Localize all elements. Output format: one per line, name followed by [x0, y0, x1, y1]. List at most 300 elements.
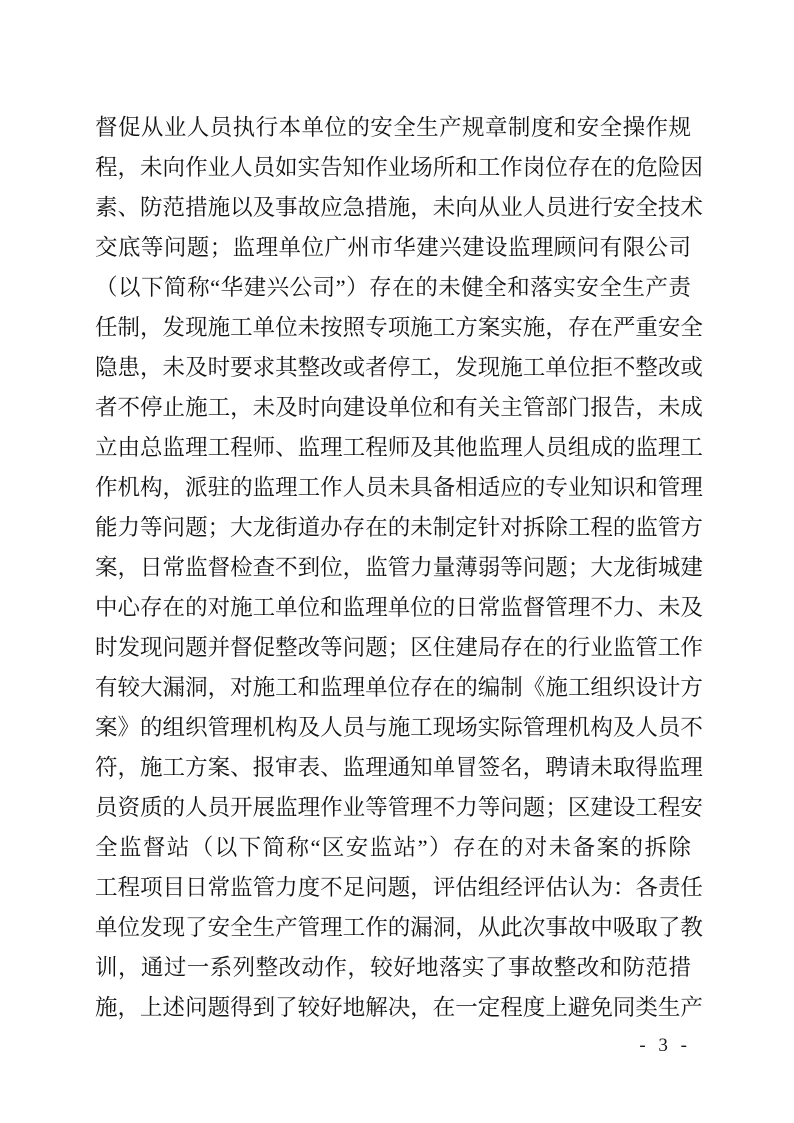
character: 组: [590, 675, 613, 700]
character: 能: [95, 515, 118, 540]
character: 未: [657, 595, 681, 620]
character: 员: [342, 715, 366, 740]
character: 安: [576, 275, 599, 300]
character: 弱: [477, 555, 501, 580]
character: 针: [477, 515, 501, 540]
character: 改: [278, 955, 302, 980]
character: 业: [567, 475, 591, 500]
character: 监: [612, 635, 636, 660]
character: 发: [140, 915, 163, 940]
character: 理: [567, 595, 591, 620]
character: 监: [297, 435, 321, 460]
character: 生: [657, 995, 681, 1020]
character: 急: [342, 195, 366, 220]
character: 位: [297, 595, 321, 620]
text-line: [95, 428, 703, 468]
character: 知: [410, 755, 433, 780]
character: 问: [500, 795, 523, 820]
character: 广: [324, 235, 347, 260]
character: 施: [252, 675, 276, 700]
character: 员: [365, 475, 388, 500]
character: 设: [612, 795, 636, 820]
character: 题: [365, 635, 388, 660]
character: 备: [572, 835, 596, 860]
page-number: - 3 -: [639, 1035, 691, 1056]
character: 案: [207, 755, 231, 780]
character: ，: [117, 155, 141, 180]
character: 薄: [455, 555, 478, 580]
character: 求: [252, 355, 276, 380]
character: 在: [590, 155, 613, 180]
character: 存: [369, 275, 392, 300]
character: 机: [567, 715, 591, 740]
character: 限: [622, 235, 646, 260]
character: 按: [320, 315, 343, 340]
character: 单: [365, 675, 388, 700]
text-line: [95, 188, 703, 228]
character: 时: [207, 355, 231, 380]
character: 制: [500, 675, 523, 700]
character: 教: [680, 915, 703, 940]
character: 到: [297, 555, 321, 580]
character: 险: [657, 155, 681, 180]
character: 表: [297, 755, 321, 780]
character: 过: [163, 955, 187, 980]
character: 未: [297, 315, 321, 340]
character: 力: [612, 595, 636, 620]
character: 单: [301, 115, 324, 140]
character: 机: [252, 715, 276, 740]
character: ；: [209, 235, 233, 260]
character: 工: [297, 475, 321, 500]
character: 监: [507, 235, 531, 260]
character: 华: [393, 235, 416, 260]
character: 漏: [410, 915, 433, 940]
character: 理: [545, 715, 568, 740]
text-line: [95, 988, 703, 1028]
character: 落: [530, 275, 553, 300]
character: ，: [545, 315, 568, 340]
character: 构: [590, 715, 613, 740]
character: ，: [117, 955, 141, 980]
character: 现: [477, 355, 501, 380]
character: 告: [320, 155, 343, 180]
character: 防: [140, 195, 163, 220]
character: 问: [365, 875, 388, 900]
character: 严: [612, 315, 636, 340]
character: 师: [387, 435, 411, 460]
character: 龙: [252, 515, 276, 540]
character: 估: [545, 875, 568, 900]
character: 工: [635, 795, 658, 820]
character: 不: [275, 555, 298, 580]
character: 中: [95, 595, 118, 620]
character: 生: [622, 275, 645, 300]
character: 作: [680, 635, 703, 660]
character: 操: [622, 115, 646, 140]
character: 业: [163, 115, 187, 140]
character: 兴: [439, 235, 462, 260]
character: 理: [342, 675, 366, 700]
character: 人: [522, 195, 546, 220]
character: 街: [275, 515, 298, 540]
character: 度: [522, 995, 546, 1020]
character: 隐: [95, 355, 118, 380]
character: 施: [522, 315, 546, 340]
character: 设: [365, 395, 388, 420]
character: 管: [657, 515, 681, 540]
character: 题: [522, 795, 546, 820]
character: 常: [207, 875, 231, 900]
character: 的: [140, 715, 163, 740]
character: 中: [590, 915, 613, 940]
character: 未: [590, 755, 613, 780]
character: 现: [162, 915, 186, 940]
character: 范: [162, 195, 186, 220]
character: 位: [320, 555, 343, 580]
character: 位: [117, 915, 141, 940]
character: 的: [230, 475, 253, 500]
character: 施: [207, 195, 231, 220]
character: 站: [166, 835, 190, 860]
document-body: [95, 108, 703, 1028]
character: 力: [410, 555, 433, 580]
character: 问: [576, 235, 600, 260]
character: 得: [230, 995, 253, 1020]
character: 局: [477, 635, 501, 660]
character: 监: [342, 755, 366, 780]
character: 从: [140, 115, 164, 140]
character: 等: [365, 795, 388, 820]
character: 聘: [545, 755, 568, 780]
character: 位: [387, 675, 411, 700]
character: 业: [207, 155, 231, 180]
character: 冒: [455, 755, 478, 780]
character: 告: [612, 395, 636, 420]
character: 的: [545, 635, 568, 660]
character: 故: [297, 195, 321, 220]
character: 整: [635, 355, 658, 380]
character: 实: [553, 275, 576, 300]
character: 未: [410, 515, 433, 540]
character: 述: [162, 995, 186, 1020]
character: 理: [297, 795, 321, 820]
character: 监: [252, 475, 276, 500]
character: 任: [680, 875, 703, 900]
character: 的: [432, 595, 456, 620]
character: 实: [462, 955, 485, 980]
character: 工: [342, 435, 366, 460]
character: 不: [680, 715, 703, 740]
character: 员: [209, 115, 233, 140]
character: 位: [324, 115, 347, 140]
character: ，: [117, 555, 141, 580]
character: 管: [252, 875, 276, 900]
character: 管: [297, 915, 321, 940]
character: 的: [455, 675, 478, 700]
character: 》: [117, 715, 141, 740]
character: 改: [576, 955, 600, 980]
character: 理: [530, 235, 554, 260]
character: 由: [117, 435, 141, 460]
character: 构: [140, 475, 163, 500]
character: ，: [117, 755, 141, 780]
character: 章: [484, 115, 508, 140]
character: 理: [680, 475, 703, 500]
character: ，: [522, 755, 546, 780]
character: 各: [635, 875, 658, 900]
text-line: [95, 308, 703, 348]
character: 建: [455, 635, 478, 660]
character: 理: [230, 715, 253, 740]
character: 区: [321, 835, 345, 860]
character: 督: [207, 555, 231, 580]
character: ，: [117, 995, 141, 1020]
character: 发: [162, 315, 186, 340]
character: 技: [657, 195, 681, 220]
character: 办: [320, 515, 343, 540]
character: 全: [484, 275, 507, 300]
character: 公: [289, 275, 313, 300]
character: 题: [185, 515, 208, 540]
character: 等: [320, 635, 343, 660]
character: 未: [140, 155, 163, 180]
character: 方: [680, 515, 703, 540]
character: 者: [365, 355, 388, 380]
character: 等: [140, 515, 163, 540]
character: 在: [392, 275, 415, 300]
character: 素: [95, 195, 118, 220]
character: 展: [252, 795, 276, 820]
text-line: [95, 828, 691, 868]
character: 产: [680, 995, 703, 1020]
character: 未: [387, 475, 411, 500]
character: 地: [342, 995, 366, 1020]
character: 系: [209, 955, 233, 980]
text-line: [95, 388, 703, 428]
text-line: [95, 108, 691, 148]
text-line: [95, 748, 703, 788]
character: 施: [387, 195, 411, 220]
character: 华: [220, 275, 244, 300]
character: （: [95, 275, 118, 300]
character: 有: [599, 235, 623, 260]
character: 有: [95, 675, 118, 700]
character: 和: [599, 955, 623, 980]
character: 了: [657, 915, 681, 940]
text-line: [95, 788, 703, 828]
text-line: [95, 948, 691, 988]
character: 公: [645, 235, 669, 260]
character: 人: [522, 435, 546, 460]
character: 因: [680, 155, 703, 180]
character: 定: [455, 515, 478, 540]
character: 避: [567, 995, 591, 1020]
character: 道: [297, 515, 321, 540]
character: 工: [432, 315, 456, 340]
character: 名: [500, 755, 523, 780]
character: 监: [635, 515, 658, 540]
character: 问: [162, 635, 186, 660]
character: 患: [117, 355, 141, 380]
character: 兴: [266, 275, 290, 300]
character: 的: [185, 595, 208, 620]
character: 监: [477, 435, 501, 460]
character: 位: [301, 235, 324, 260]
character: 除: [545, 515, 568, 540]
character: 项: [140, 875, 163, 900]
character: 并: [207, 635, 231, 660]
character: 度: [297, 875, 321, 900]
character: 在: [432, 995, 456, 1020]
character: 具: [410, 475, 433, 500]
character: 实: [297, 155, 321, 180]
character: 单: [387, 395, 411, 420]
character: 安: [612, 195, 636, 220]
character: 施: [500, 355, 523, 380]
character: 的: [415, 275, 438, 300]
character: 行: [255, 115, 279, 140]
character: 和: [553, 115, 577, 140]
character: 未: [162, 355, 186, 380]
character: ”: [417, 835, 428, 860]
character: 检: [230, 555, 253, 580]
character: 生: [252, 915, 276, 940]
character: 理: [680, 755, 703, 780]
character: 等: [477, 795, 501, 820]
character: 场: [455, 715, 478, 740]
character: 的: [612, 515, 636, 540]
character: 停: [387, 355, 411, 380]
character: 相: [455, 475, 478, 500]
character: 案: [477, 315, 501, 340]
character: 防: [622, 955, 646, 980]
character: 不: [432, 795, 456, 820]
character: 现: [432, 715, 456, 740]
character: 监: [230, 875, 253, 900]
character: 者: [95, 395, 118, 420]
character: 作: [320, 475, 343, 500]
character: 员: [252, 155, 276, 180]
character: 与: [365, 715, 388, 740]
character: 际: [500, 715, 523, 740]
character: 应: [320, 195, 343, 220]
character: 地: [416, 955, 439, 980]
character: 审: [275, 755, 298, 780]
character: 问: [162, 515, 186, 540]
character: 人: [342, 475, 366, 500]
character: 实: [500, 315, 523, 340]
character: 督: [95, 115, 118, 140]
character: 存: [500, 635, 523, 660]
character: 改: [297, 635, 321, 660]
character: 安: [207, 915, 231, 940]
character: 程: [95, 155, 118, 180]
character: 工: [477, 155, 501, 180]
character: 通: [387, 755, 411, 780]
character: 单: [278, 235, 302, 260]
character: 较: [297, 995, 321, 1020]
character: 底: [117, 235, 141, 260]
character: 施: [207, 315, 231, 340]
character: 理: [365, 755, 388, 780]
character: 在: [522, 635, 546, 660]
character: 措: [185, 195, 208, 220]
character: ；: [545, 795, 568, 820]
character: 简: [164, 275, 187, 300]
character: 题: [207, 995, 231, 1020]
character: 区: [410, 635, 433, 660]
character: 报: [590, 395, 613, 420]
character: 的: [620, 835, 644, 860]
character: ，: [140, 315, 163, 340]
character: 现: [185, 315, 208, 340]
character: 作: [95, 475, 118, 500]
character: 知: [590, 475, 613, 500]
character: 及: [297, 715, 321, 740]
character: 的: [387, 515, 411, 540]
character: 员: [545, 435, 568, 460]
character: 向: [162, 155, 186, 180]
character: 建: [342, 395, 366, 420]
character: 员: [95, 795, 118, 820]
character: 免: [590, 995, 613, 1020]
character: 专: [545, 475, 568, 500]
character: 工: [410, 355, 433, 380]
character: 全: [230, 915, 253, 940]
character: 以: [214, 835, 238, 860]
character: 和: [507, 275, 530, 300]
character: 对: [230, 675, 253, 700]
character: 驻: [207, 475, 231, 500]
character: 司: [312, 275, 336, 300]
character: 和: [320, 595, 343, 620]
character: 的: [612, 155, 636, 180]
character: 管: [545, 595, 568, 620]
character: 和: [432, 395, 456, 420]
character: 施: [387, 715, 411, 740]
character: 管: [387, 795, 411, 820]
character: 的: [162, 795, 186, 820]
character: 大: [230, 515, 253, 540]
character: ”: [335, 275, 346, 300]
character: 时: [95, 635, 118, 660]
character: 人: [185, 795, 208, 820]
character: 对: [500, 515, 523, 540]
character: 训: [95, 955, 118, 980]
character: 全: [393, 115, 416, 140]
character: 工: [162, 755, 186, 780]
character: 业: [590, 635, 613, 660]
character: ，: [635, 395, 658, 420]
character: 司: [668, 235, 691, 260]
character: 工: [207, 435, 231, 460]
character: 量: [432, 555, 456, 580]
character: 整: [255, 955, 279, 980]
character: 识: [612, 475, 636, 500]
character: 住: [432, 635, 456, 660]
character: 整: [553, 955, 577, 980]
character: 漏: [162, 675, 186, 700]
character: 题: [185, 635, 208, 660]
character: 施: [230, 595, 253, 620]
character: 大: [140, 675, 163, 700]
character: 州: [347, 235, 370, 260]
character: 力: [275, 875, 298, 900]
character: 项: [387, 315, 411, 340]
character: 产: [645, 275, 668, 300]
character: 单: [387, 595, 411, 620]
